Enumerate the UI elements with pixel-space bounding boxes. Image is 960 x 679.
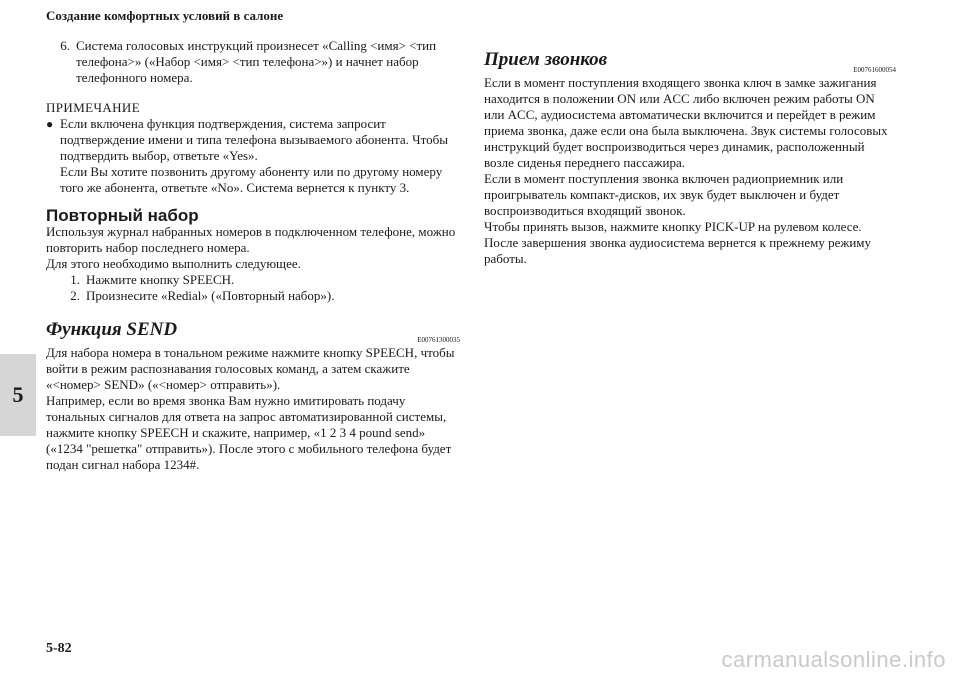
step-text: Нажмите кнопку SPEECH.	[86, 272, 235, 287]
paragraph: Используя журнал набранных номеров в подключенном телефоне, можно повторить набор последнего номера.	[46, 224, 456, 255]
right-column	[484, 38, 896, 267]
step-item	[62, 288, 460, 304]
section-number: 5	[12, 382, 24, 407]
paragraph: Если в момент поступления входящего звонка ключ в замке зажигания находится в положении ON или ACC либо включен режим работы ON или ACC, аудиосистема автоматически включится и перейдет в режим приема звонка, даже если она была выключена. Звук системы голосовых инструкций будет воспроизводиться через динамик, расположенный возле сиденья переднего пассажира.	[484, 75, 888, 170]
note-title: ПРИМЕЧАНИЕ	[46, 100, 141, 115]
redial-steps	[46, 272, 460, 304]
bullet-icon: ●	[46, 117, 54, 131]
document-code: E00761300035	[417, 336, 460, 344]
document-code: E00761600054	[853, 66, 896, 74]
note-text-line: Если включена функция подтверждения, система запросит подтверждение имени и типа телефона вызываемого абонента. Чтобы подтвердить выбор, ответьте «Yes».	[60, 116, 448, 163]
page-number: 5-82	[46, 641, 72, 656]
section-title-receive: Прием звонков	[484, 49, 608, 70]
step-item	[46, 38, 460, 86]
step-text: Система голосовых инструкций произнесет «Calling <имя> <тип телефона>» («Набор <имя> <тип телефона>») и начнет набор телефонного номера.	[76, 38, 437, 85]
left-column	[46, 38, 460, 473]
watermark: carmanualsonline.info	[721, 647, 946, 672]
step-number: 2.	[70, 288, 80, 303]
step-number: 1.	[70, 272, 80, 287]
paragraph: Чтобы принять вызов, нажмите кнопку PICK-UP на рулевом колесе. После завершения звонка аудиосистема вернется к прежнему режиму работы.	[484, 219, 872, 266]
step-number: 6.	[60, 38, 70, 53]
section-title-send: Функция SEND	[46, 319, 178, 340]
paragraph: Для набора номера в тональном режиме нажмите кнопку SPEECH, чтобы войти в режим распознавания голосовых команд, а затем скажите «<номер> SEND» («<номер> отправить»).	[46, 345, 455, 392]
note-text	[60, 116, 460, 196]
paragraph: Например, если во время звонка Вам нужно имитировать подачу тональных сигналов для ответа на запрос автоматизированной системы, нажмите кнопку SPEECH и скажите, например, «1 2 3 4 pound send» («1234 "решетка" отправить»). После этого с мобильного телефона будет подан сигнал набора 1234#.	[46, 393, 452, 472]
step-item	[62, 272, 460, 288]
paragraph: Для этого необходимо выполнить следующее.	[46, 256, 301, 271]
section-title-redial: Повторный набор	[46, 206, 199, 225]
paragraph: Если в момент поступления звонка включен радиоприемник или проигрыватель компакт-дисков, их звук будет выключен и будет воспроизводиться входящий звонок.	[484, 171, 844, 218]
running-header: Создание комфортных условий в салоне	[46, 8, 284, 23]
note-text-line: Если Вы хотите позвонить другому абоненту или по другому номеру того же абонента, ответьте «No». Система вернется к пункту 3.	[60, 164, 443, 195]
section-tab	[0, 354, 36, 436]
note-bullet	[46, 116, 460, 196]
step-text: Произнесите «Redial» («Повторный набор»).	[86, 288, 335, 303]
